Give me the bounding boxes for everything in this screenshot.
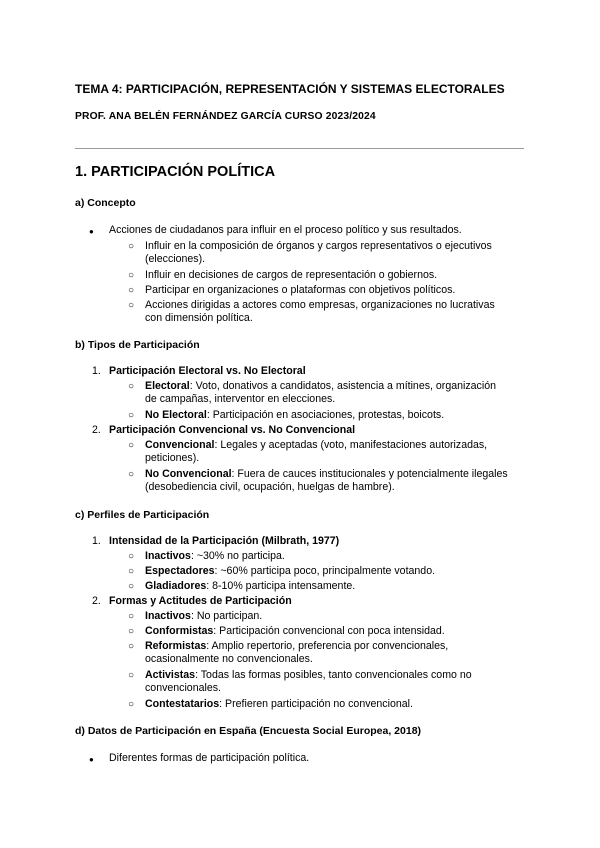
term: No Convencional [145, 468, 232, 480]
circle-bullet-icon: ○ [128, 440, 135, 451]
circle-bullet-icon: ○ [128, 641, 135, 652]
list-item: Participación Electoral vs. No Electoral [109, 365, 306, 377]
list-item [145, 380, 496, 393]
list-item [145, 565, 435, 578]
term-description: : Participación convencional con poca intensidad. [213, 625, 445, 637]
list-item-continuation: peticiones). [145, 452, 200, 464]
term: Gladiadores [145, 580, 207, 592]
term-description: : Todas las formas posibles, tanto convencionales como no [195, 669, 472, 681]
circle-bullet-icon: ○ [128, 241, 135, 252]
term-description: : Prefieren participación no convencional. [219, 698, 413, 710]
list-item-continuation: con dimensión política. [145, 312, 253, 324]
term: Inactivos [145, 550, 191, 562]
list-item-continuation: (elecciones). [145, 253, 206, 265]
list-item-continuation: (desobediencia civil, ocupación, huelgas de hambre). [145, 481, 395, 493]
list-item: Formas y Actitudes de Participación [109, 595, 292, 607]
list-item [145, 409, 444, 422]
list-item: Diferentes formas de participación política. [109, 752, 310, 764]
list-number: 1. [92, 365, 101, 377]
term-description: : Legales y aceptadas (voto, manifestaciones autorizadas, [214, 439, 488, 451]
list-item: Influir en decisiones de cargos de representación o gobiernos. [145, 269, 438, 281]
term: Activistas [145, 669, 196, 681]
term: Convencional [145, 439, 215, 451]
list-item [145, 439, 487, 452]
circle-bullet-icon: ○ [128, 270, 135, 281]
circle-bullet-icon: ○ [128, 410, 135, 421]
list-item [145, 698, 413, 711]
list-item: Acciones dirigidas a actores como empresas, organizaciones no lucrativas [145, 299, 495, 311]
circle-bullet-icon: ○ [128, 469, 135, 480]
circle-bullet-icon: ○ [128, 566, 135, 577]
term-description: : 8-10% participa intensamente. [206, 580, 356, 592]
term-description: : ~60% participa poco, principalmente votando. [214, 565, 436, 577]
circle-bullet-icon: ○ [128, 285, 135, 296]
subsection-heading-perfiles: c) Perfiles de Participación [75, 509, 210, 521]
list-item-continuation: ocasionalmente no convencionales. [145, 653, 313, 665]
term-description: : No participan. [190, 610, 263, 622]
list-item [145, 610, 262, 623]
section-heading: 1. PARTICIPACIÓN POLÍTICA [75, 164, 276, 180]
list-item: Influir en la composición de órganos y cargos representativos o ejecutivos [145, 240, 492, 252]
term-description: : ~30% no participa. [190, 550, 285, 562]
list-item-continuation: de campañas, interventor en elecciones. [145, 393, 336, 405]
list-item [145, 625, 445, 638]
term-description: : Amplio repertorio, preferencia por convencionales, [206, 640, 449, 652]
list-item [145, 468, 508, 481]
list-item: Participar en organizaciones o plataformas con objetivos políticos. [145, 284, 456, 296]
bullet-icon: ● [89, 755, 94, 764]
list-item: Acciones de ciudadanos para influir en el proceso político y sus resultados. [109, 224, 462, 236]
subsection-heading-datos: d) Datos de Participación en España (Encuesta Social Europea, 2018) [75, 725, 422, 737]
term: Contestatarios [145, 698, 220, 710]
term: Inactivos [145, 610, 191, 622]
term: Espectadores [145, 565, 215, 577]
list-item [145, 550, 285, 563]
term-description: : Participación en asociaciones, protestas, boicots. [206, 409, 445, 421]
term-description: : Voto, donativos a candidatos, asistencia a mítines, organización [189, 380, 496, 392]
circle-bullet-icon: ○ [128, 611, 135, 622]
circle-bullet-icon: ○ [128, 300, 135, 311]
circle-bullet-icon: ○ [128, 699, 135, 710]
list-item [145, 580, 355, 593]
list-number: 1. [92, 535, 101, 547]
list-item-continuation: convencionales. [145, 682, 221, 694]
document-subtitle: PROF. ANA BELÉN FERNÁNDEZ GARCÍA CURSO 2023/2024 [75, 111, 376, 122]
subsection-heading-concepto: a) Concepto [75, 197, 136, 209]
term: Conformistas [145, 625, 214, 637]
term: No Electoral [145, 409, 207, 421]
list-item: Intensidad de la Participación (Milbrath, 1977) [109, 535, 340, 547]
circle-bullet-icon: ○ [128, 670, 135, 681]
list-item [145, 669, 472, 682]
circle-bullet-icon: ○ [128, 381, 135, 392]
bullet-icon: ● [89, 227, 94, 236]
circle-bullet-icon: ○ [128, 581, 135, 592]
list-item [145, 640, 448, 653]
list-item: Participación Convencional vs. No Convencional [109, 424, 356, 436]
term-description: : Fuera de cauces institucionales y potencialmente ilegales [231, 468, 508, 480]
subsection-heading-tipos: b) Tipos de Participación [75, 339, 200, 351]
list-number: 2. [92, 424, 101, 436]
horizontal-divider [75, 148, 524, 149]
term: Reformistas [145, 640, 207, 652]
list-number: 2. [92, 595, 101, 607]
term: Electoral [145, 380, 190, 392]
circle-bullet-icon: ○ [128, 626, 135, 637]
circle-bullet-icon: ○ [128, 551, 135, 562]
document-title: TEMA 4: PARTICIPACIÓN, REPRESENTACIÓN Y SISTEMAS ELECTORALES [75, 82, 505, 96]
